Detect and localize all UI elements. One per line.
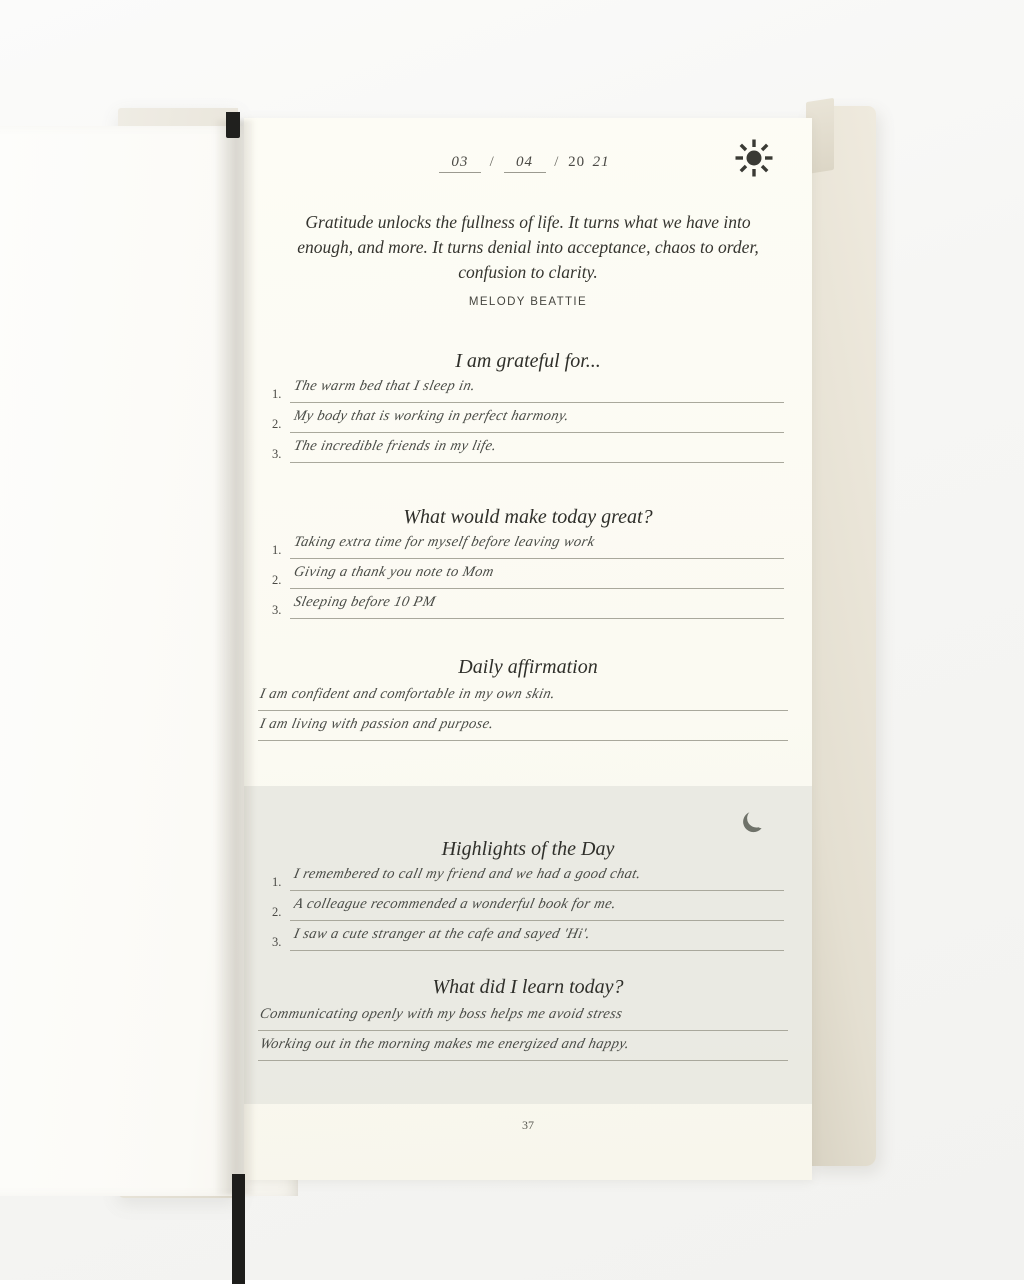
entry-text[interactable]: Sleeping before 10 PM xyxy=(292,594,437,610)
section-lines-daily-affirmation xyxy=(258,684,788,744)
quote-author: MELODY BEATTIE xyxy=(468,296,588,308)
date-year-prefix: 20 xyxy=(568,154,586,170)
entry-text[interactable]: I saw a cute stranger at the cafe and sayed 'Hi'. xyxy=(292,926,592,942)
list-number: 3. xyxy=(272,935,282,949)
list-item[interactable] xyxy=(258,1034,788,1064)
write-rule xyxy=(290,462,784,463)
section-title-highlights: Highlights of the Day xyxy=(441,838,615,860)
list-number: 2. xyxy=(272,905,282,919)
section-title-learned-today: What did I learn today? xyxy=(432,976,624,998)
entry-text[interactable]: The warm bed that I sleep in. xyxy=(292,378,477,394)
list-item[interactable] xyxy=(272,894,784,924)
write-rule xyxy=(290,432,784,433)
list-item[interactable] xyxy=(272,592,784,622)
date-field[interactable] xyxy=(244,154,812,173)
quote-text: Gratitude unlocks the fullness of life. It turns what we have into enough, and more. It turns denial into acceptance, chaos to order, confusion to clarity. xyxy=(297,212,759,282)
list-item[interactable] xyxy=(272,562,784,592)
entry-text[interactable]: I am confident and comfortable in my own skin. xyxy=(258,686,557,702)
section-lines-grateful xyxy=(272,376,784,466)
list-item[interactable] xyxy=(258,684,788,714)
sun-icon xyxy=(734,138,774,178)
entry-text[interactable]: My body that is working in perfect harmony. xyxy=(292,408,571,424)
page-number: 37 xyxy=(522,1118,534,1132)
list-item[interactable] xyxy=(272,436,784,466)
entry-text[interactable]: The incredible friends in my life. xyxy=(292,438,499,454)
list-item[interactable] xyxy=(272,406,784,436)
date-month[interactable]: 04 xyxy=(504,154,546,173)
write-rule xyxy=(258,740,788,741)
list-item[interactable] xyxy=(272,924,784,954)
list-number: 2. xyxy=(272,417,282,431)
date-separator-2: / xyxy=(554,154,560,170)
write-rule xyxy=(290,588,784,589)
write-rule xyxy=(290,618,784,619)
write-rule xyxy=(290,558,784,559)
list-number: 1. xyxy=(272,875,282,889)
write-rule xyxy=(290,920,784,921)
write-rule xyxy=(258,1060,788,1061)
list-item[interactable] xyxy=(258,1004,788,1034)
list-number: 1. xyxy=(272,387,282,401)
list-item[interactable] xyxy=(272,532,784,562)
entry-text[interactable]: Taking extra time for myself before leaving work xyxy=(292,534,597,550)
entry-text[interactable]: A colleague recommended a wonderful book for me. xyxy=(292,896,618,912)
entry-text[interactable]: I remembered to call my friend and we had a good chat. xyxy=(292,866,643,882)
moon-icon xyxy=(740,808,766,834)
list-number: 2. xyxy=(272,573,282,587)
write-rule xyxy=(290,950,784,951)
entry-text[interactable]: Communicating openly with my boss helps me avoid stress xyxy=(258,1006,624,1022)
write-rule xyxy=(290,890,784,891)
date-year-suffix[interactable]: 21 xyxy=(592,154,610,170)
section-title-today-great: What would make today great? xyxy=(403,506,653,528)
list-number: 3. xyxy=(272,603,282,617)
write-rule xyxy=(290,402,784,403)
write-rule xyxy=(258,1030,788,1031)
date-day[interactable]: 03 xyxy=(439,154,481,173)
journal-book xyxy=(118,96,878,1196)
section-lines-today-great xyxy=(272,532,784,622)
list-item[interactable] xyxy=(272,376,784,406)
section-lines-learned-today xyxy=(258,1004,788,1064)
list-item[interactable] xyxy=(258,714,788,744)
section-title-grateful: I am grateful for... xyxy=(455,350,601,372)
date-separator-1: / xyxy=(489,154,495,170)
write-rule xyxy=(258,710,788,711)
bookmark-ribbon-top xyxy=(226,112,240,138)
entry-text[interactable]: I am living with passion and purpose. xyxy=(258,716,496,732)
list-number: 3. xyxy=(272,447,282,461)
section-title-daily-affirmation: Daily affirmation xyxy=(458,656,598,678)
list-item[interactable] xyxy=(272,864,784,894)
bookmark-ribbon-bottom xyxy=(232,1174,245,1284)
page-content xyxy=(244,118,812,1180)
entry-text[interactable]: Working out in the morning makes me energized and happy. xyxy=(258,1036,632,1052)
entry-text[interactable]: Giving a thank you note to Mom xyxy=(292,564,496,580)
list-number: 1. xyxy=(272,543,282,557)
section-lines-highlights xyxy=(272,864,784,954)
book-cover-right xyxy=(808,106,876,1166)
